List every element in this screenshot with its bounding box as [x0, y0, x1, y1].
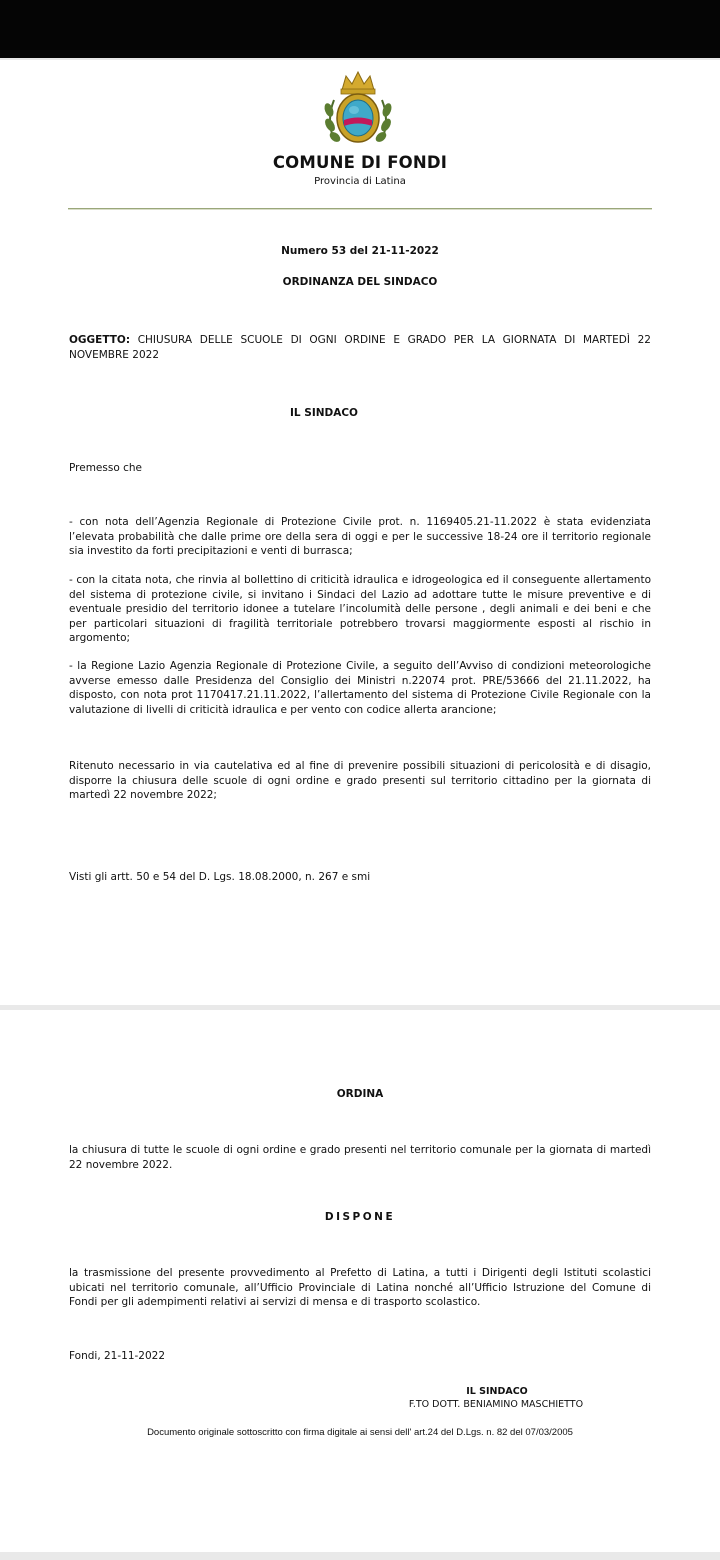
document-number: Numero 53 del 21-11-2022 [281, 245, 439, 257]
ritenuto-paragraph: Ritenuto necessario in via cautelativa ed al fine di prevenire possibili situazioni di pericolosità e di disagio, disporre la chiusura delle scuole di ogni ordine e grado presenti sul territorio cittadino per la giornata di martedì 22 novembre 2022; [69, 760, 651, 801]
ordina-text: la chiusura di tutte le scuole di ogni ordine e grado presenti nel territorio comunale per la giornata di martedì 22 novembre 2022. [69, 1144, 651, 1171]
visti-paragraph: Visti gli artt. 50 e 54 del D. Lgs. 18.08.2000, n. 267 e smi [69, 871, 371, 883]
header-divider [68, 208, 652, 210]
province-name: Provincia di Latina [314, 176, 406, 187]
subject-text: CHIUSURA DELLE SCUOLE DI OGNI ORDINE E GRADO PER LA GIORNATA DI MARTEDÌ 22 NOVEMBRE 2022 [69, 334, 651, 361]
il-sindaco-heading: IL SINDACO [290, 407, 358, 419]
document-type: ORDINANZA DEL SINDACO [282, 276, 438, 288]
municipality-name: COMUNE DI FONDI [272, 153, 448, 172]
subject-label: OGGETTO: [69, 334, 131, 346]
premesso-che: Premesso che [69, 462, 142, 474]
dispone-heading: DISPONE [324, 1211, 396, 1223]
premessa-2: - con la citata nota, che rinvia al bollettino di criticità idraulica e idrogeologica ed il conseguente allertamento del sistema di protezione civile, si invitano i Sindaci del Lazio ad adottare tutte le misure preventive e di eventuale presidio del territorio idonee a tutelare l’incolumità delle persone , degli animali e dei beni e che per particolari situazioni di fragilità territoriale potrebbero trovarsi maggiormente esposti al rischio in argomento; [69, 574, 651, 644]
signature-title: IL SINDACO [466, 1386, 528, 1397]
document-page-1 [0, 60, 720, 1005]
place-date: Fondi, 21-11-2022 [69, 1350, 166, 1362]
document-page-2 [0, 1010, 720, 1552]
status-bar [0, 0, 720, 58]
premessa-1: - con nota dell’Agenzia Regionale di Protezione Civile prot. n. 1169405.21-11.2022 è stata evidenziata l’elevata probabilità che dalle prime ore della sera di oggi e per le successive 18-24 ore il territorio regionale sia investito da forti precipitazioni e venti di burrasca; [69, 516, 651, 557]
dispone-text: la trasmissione del presente provvedimento al Prefetto di Latina, a tutti i Dirigenti degli Istituti scolastici ubicati nel territorio comunale, all’Ufficio Provinciale di Latina nonché all’Ufficio Istruzione del Comune di Fondi per gli adempimenti relativi ai servizi di mensa e di trasporto scolastico. [69, 1267, 651, 1308]
subject [69, 333, 651, 362]
ordina-heading: ORDINA [336, 1088, 384, 1100]
premessa-3: - la Regione Lazio Agenzia Regionale di Protezione Civile, a seguito dell’Avviso di condizioni meteorologiche avverse emesso dalle Presidenza del Consiglio dei Ministri n.22074 prot. PRE/53666 del 21.11.2022, ha disposto, con nota prot 1170417.21.11.2022, l’allertamento del sistema di Protezione Civile Regionale con la valutazione di livelli di criticità idraulica e per vento con codice allerta arancione; [69, 660, 651, 716]
signature-name: F.TO DOTT. BENIAMINO MASCHIETTO [408, 1399, 584, 1410]
digital-signature-note: Documento originale sottoscritto con firma digitale ai sensi dell' art.24 del D.Lgs. n. 82 del 07/03/2005 [147, 1427, 573, 1438]
coat-of-arms-icon [322, 70, 394, 150]
